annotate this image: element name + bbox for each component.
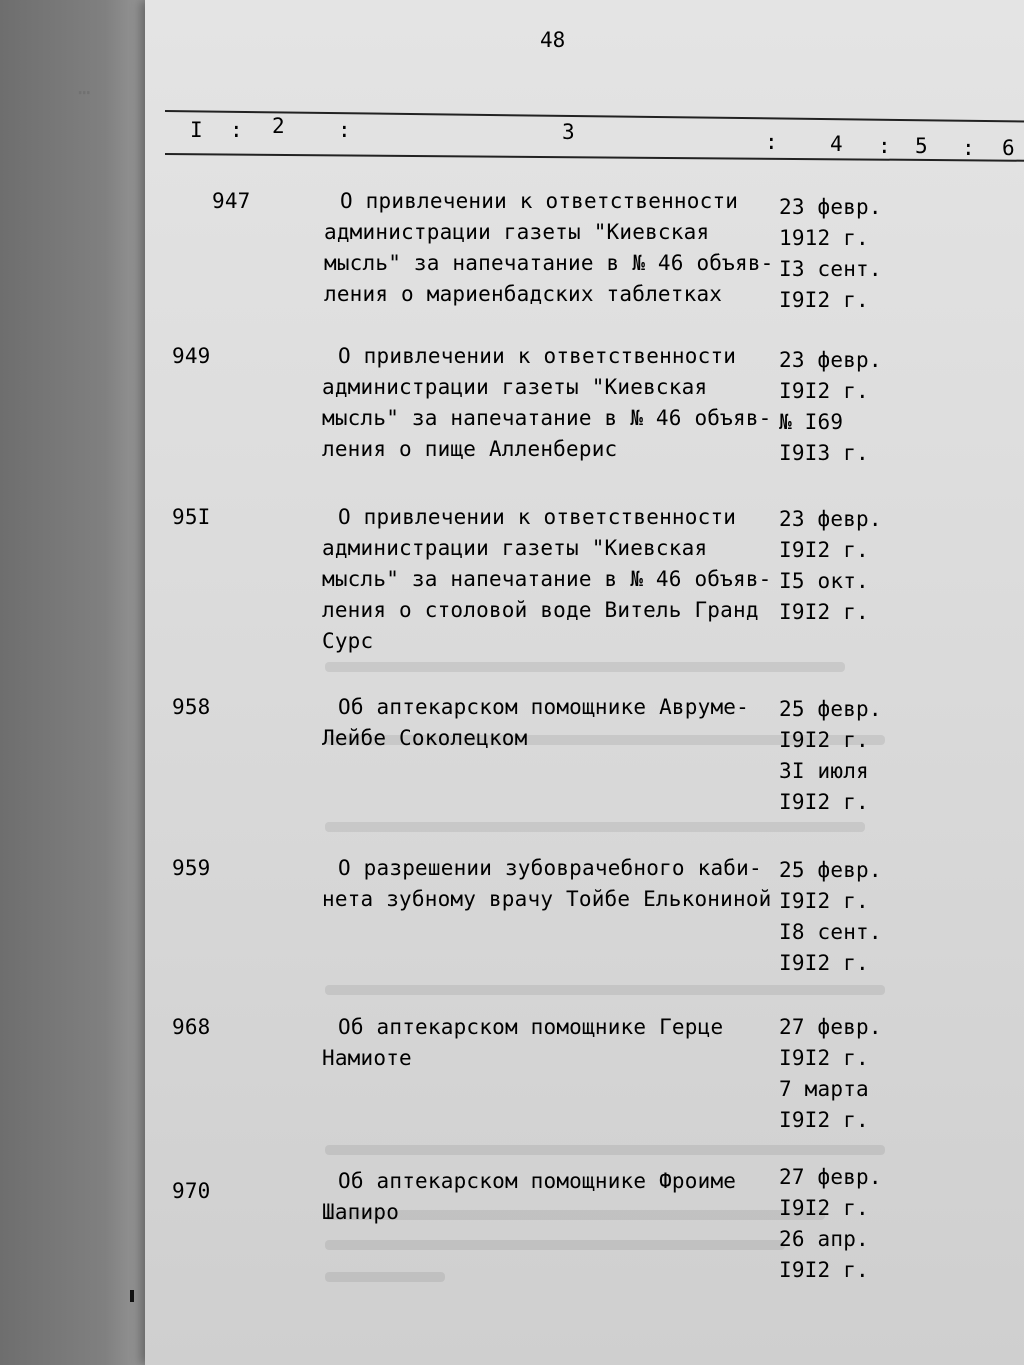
date-line: 25 февр. bbox=[779, 858, 882, 882]
date-line: 23 февр. bbox=[779, 195, 882, 219]
date-line: I9I2 г. bbox=[779, 951, 869, 975]
entry-number: 959 bbox=[172, 856, 211, 880]
entry-description bbox=[322, 1012, 787, 1074]
description-line: ления о пище Алленберис bbox=[322, 437, 618, 461]
date-line: I9I2 г. bbox=[779, 889, 869, 913]
column-header-4: 4 bbox=[830, 132, 843, 156]
date-line: 23 февр. bbox=[779, 507, 882, 531]
date-line: 23 февр. bbox=[779, 348, 882, 372]
ghost-mark: ⋯ bbox=[78, 80, 91, 104]
date-line: 7 марта bbox=[779, 1077, 869, 1101]
date-line: I9I2 г. bbox=[779, 1258, 869, 1282]
binding-mark bbox=[130, 1290, 134, 1302]
date-line: I9I2 г. bbox=[779, 379, 869, 403]
date-line: I8 сент. bbox=[779, 920, 882, 944]
description-line: Об аптекарском помощнике Авруме- bbox=[338, 695, 749, 719]
description-line: Об аптекарском помощнике Герце bbox=[338, 1015, 724, 1039]
description-line: администрации газеты "Киевская bbox=[324, 220, 710, 244]
entry-number: 968 bbox=[172, 1015, 211, 1039]
date-line: 26 апр. bbox=[779, 1227, 869, 1251]
entry-dates bbox=[779, 1012, 889, 1136]
date-line: 27 февр. bbox=[779, 1165, 882, 1189]
entry-description bbox=[322, 502, 787, 657]
column-separator: : bbox=[765, 130, 778, 154]
date-line: I9I2 г. bbox=[779, 1196, 869, 1220]
column-header-3: 3 bbox=[562, 120, 575, 144]
column-separator: : bbox=[962, 136, 975, 160]
date-line: I9I2 г. bbox=[779, 600, 869, 624]
date-line: 25 февр. bbox=[779, 697, 882, 721]
entry-number: 949 bbox=[172, 344, 211, 368]
description-line: Лейбе Соколецком bbox=[322, 726, 528, 750]
date-line: I9I2 г. bbox=[779, 1046, 869, 1070]
column-header-2: 2 bbox=[272, 114, 285, 138]
description-line: Намиоте bbox=[322, 1046, 412, 1070]
description-line: ления о мариенбадских таблетках bbox=[324, 282, 723, 306]
column-separator: : bbox=[230, 118, 243, 142]
date-line: I9I2 г. bbox=[779, 1108, 869, 1132]
description-line: Сурс bbox=[322, 629, 374, 653]
date-line: 1912 г. bbox=[779, 226, 869, 250]
entry-number: 95I bbox=[172, 505, 211, 529]
column-header-6: 6 bbox=[1002, 136, 1015, 160]
column-header-row bbox=[190, 114, 1024, 160]
description-line: мысль" за напечатание в № 46 объяв- bbox=[322, 406, 772, 430]
description-line: Шапиро bbox=[322, 1200, 400, 1224]
column-header-5: 5 bbox=[915, 134, 928, 158]
date-line: I3 сент. bbox=[779, 257, 882, 281]
date-line: I9I2 г. bbox=[779, 728, 869, 752]
page-number: 48 bbox=[540, 28, 566, 52]
entry-number: 958 bbox=[172, 695, 211, 719]
description-line: мысль" за напечатание в № 46 объяв- bbox=[324, 251, 774, 275]
entry-number: 947 bbox=[212, 189, 251, 213]
date-line: I9I2 г. bbox=[779, 538, 869, 562]
date-line: I9I2 г. bbox=[779, 288, 869, 312]
column-header-1: I bbox=[190, 118, 203, 142]
description-line: администрации газеты "Киевская bbox=[322, 536, 708, 560]
entry-dates bbox=[779, 504, 889, 628]
description-line: Об аптекарском помощнике Фроиме bbox=[338, 1169, 737, 1193]
description-line: О привлечении к ответственности bbox=[340, 189, 739, 213]
description-line: ления о столовой воде Витель Гранд bbox=[322, 598, 759, 622]
entry-dates bbox=[779, 855, 889, 979]
date-line: I9I2 г. bbox=[779, 790, 869, 814]
entry-dates bbox=[779, 1162, 889, 1286]
entry-dates bbox=[779, 345, 889, 469]
entry-description bbox=[322, 853, 787, 915]
date-line: 3I июля bbox=[779, 759, 869, 783]
date-line: I5 окт. bbox=[779, 569, 869, 593]
entry-description bbox=[324, 186, 789, 310]
description-line: О разрешении зубоврачебного каби- bbox=[338, 856, 762, 880]
entry-description bbox=[322, 1166, 787, 1228]
column-separator: : bbox=[878, 134, 891, 158]
entry-dates bbox=[779, 694, 889, 818]
date-line: I9I3 г. bbox=[779, 441, 869, 465]
description-line: нета зубному врачу Тойбе Елькониной bbox=[322, 887, 772, 911]
description-line: О привлечении к ответственности bbox=[338, 344, 737, 368]
description-line: О привлечении к ответственности bbox=[338, 505, 737, 529]
description-line: мысль" за напечатание в № 46 объяв- bbox=[322, 567, 772, 591]
date-line: 27 февр. bbox=[779, 1015, 882, 1039]
description-line: администрации газеты "Киевская bbox=[322, 375, 708, 399]
column-separator: : bbox=[338, 118, 351, 142]
entry-description bbox=[322, 692, 787, 754]
entry-number: 970 bbox=[172, 1179, 211, 1203]
entry-description bbox=[322, 341, 787, 465]
entry-dates bbox=[779, 192, 889, 316]
date-line: № I69 bbox=[779, 410, 844, 434]
previous-page-edge bbox=[0, 0, 150, 1365]
